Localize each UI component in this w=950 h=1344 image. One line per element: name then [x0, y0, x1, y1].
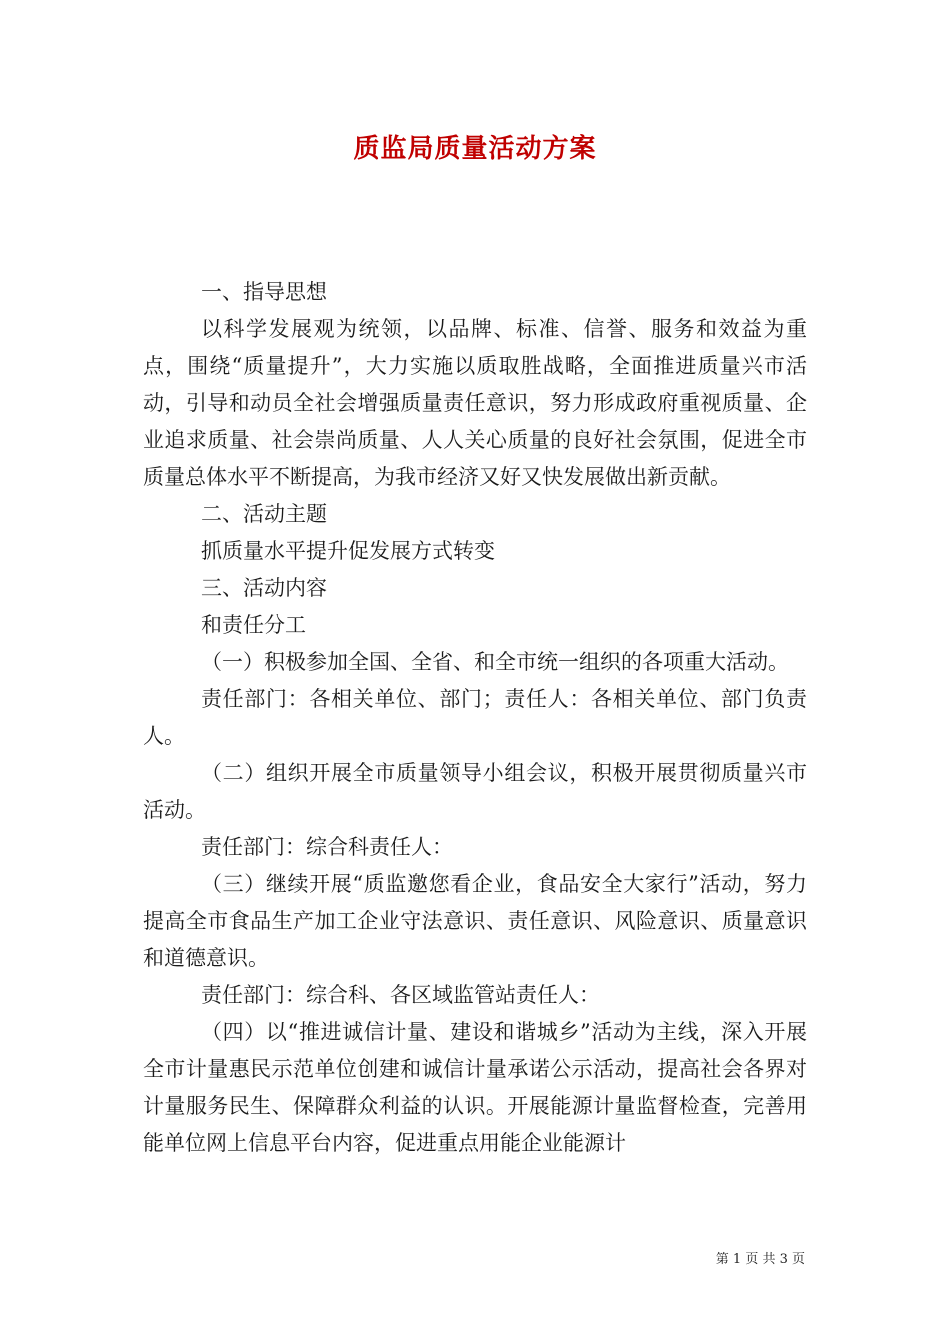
item-2-responsibility: 责任部门：综合科责任人： — [201, 835, 453, 859]
heading-activity-content: 三、活动内容 — [201, 576, 327, 600]
item-3: （三）继续开展“质监邀您看企业，食品安全大家行”活动，努力提高全市食品生产加工企业守法意识、责任意识、风险意识、质量意识和道德意识。 — [143, 872, 807, 970]
heading-guiding-ideology: 一、指导思想 — [201, 280, 327, 304]
item-3-responsibility: 责任部门：综合科、各区域监管站责任人： — [201, 983, 600, 1007]
document-body — [143, 274, 807, 1162]
paragraph-guiding-ideology: 以科学发展观为统领，以品牌、标准、信誉、服务和效益为重点，围绕“质量提升”，大力实施以质取胜战略，全面推进质量兴市活动，引导和动员全社会增强质量责任意识，努力形成政府重视质量、企业追求质量、社会崇尚质量、人人关心质量的良好社会氛围，促进全市质量总体水平不断提高，为我市经济又好又快发展做出新贡献。 — [143, 317, 807, 489]
heading-activity-theme: 二、活动主题 — [201, 502, 327, 526]
paragraph-responsibility: 和责任分工 — [201, 613, 306, 637]
item-1: （一）积极参加全国、全省、和全市统一组织的各项重大活动。 — [201, 650, 789, 674]
item-1-responsibility: 责任部门：各相关单位、部门；责任人：各相关单位、部门负责人。 — [143, 687, 807, 748]
item-2: （二）组织开展全市质量领导小组会议，积极开展贯彻质量兴市活动。 — [143, 761, 807, 822]
paragraph-activity-theme: 抓质量水平提升促发展方式转变 — [201, 539, 495, 563]
page-number: 第 1 页 共 3 页 — [715, 1252, 805, 1267]
item-4: （四）以“推进诚信计量、建设和谐城乡”活动为主线，深入开展全市计量惠民示范单位创建和诚信计量承诺公示活动，提高社会各界对计量服务民生、保障群众利益的认识。开展能源计量监督检查，完善用能单位网上信息平台内容，促进重点用能企业能源计 — [143, 1020, 807, 1155]
document-title: 质监局质量活动方案 — [353, 134, 597, 164]
